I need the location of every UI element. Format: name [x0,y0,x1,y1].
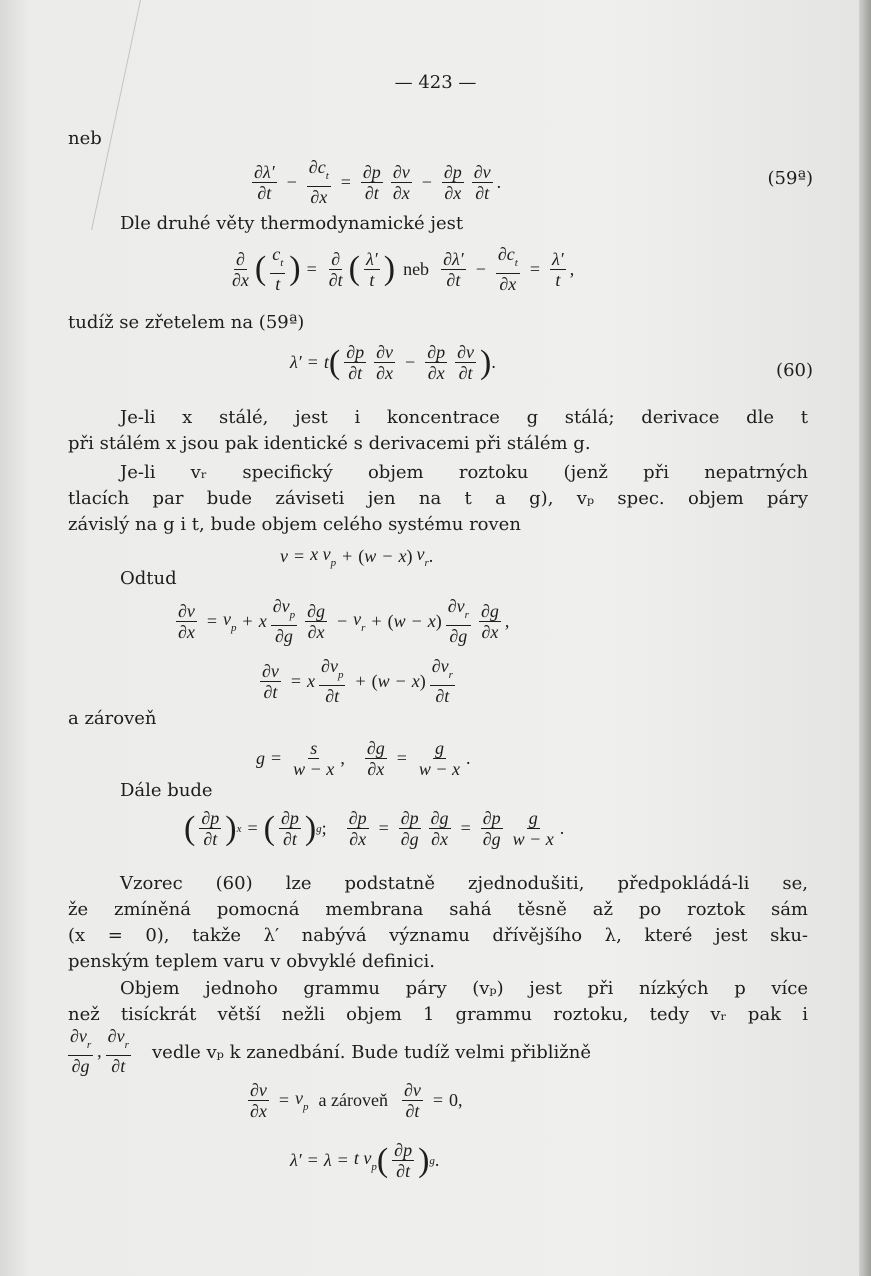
word-neb: neb [403,258,430,279]
paragraph-3-line-4: penským teplem varu v obvyklé definici. [68,951,436,972]
equation-dv-dt: $\frac{\partial v}{\partial t}$ = x $\frac{\partial v_p}{\partial t}$ + ( w − x ) $\frac{\partial v_r}{\partial t}$ [262,656,453,706]
text-druhe-vety: Dle druhé věty thermodynamické jest [120,213,464,234]
equation-approximation: $\frac{\partial v}{\partial x}$ = $v_p$ a zároveň $\frac{\partial v}{\partial t}$ = 0, [250,1080,463,1121]
text-a-zaroven: a zároveň [68,708,157,729]
paragraph-4-line-2: než tisíckrát větší nežli objem 1 grammu roztoku, tedy vᵣ pak i [68,1004,808,1025]
equation-volume: v = x $v_p$ + ( w − x ) $v_r$ . [280,544,434,569]
page-fold-shadow [0,0,141,230]
paragraph-3-line-2: že zmíněná pomocná membrana sahá těsně až po roztok sám [68,899,808,920]
paragraph-4-line-3: vedle vₚ k zanedbání. Bude tudíž velmi přibližně [152,1042,592,1063]
equation-negligible-terms: $\frac{\partial v_r}{\partial g}$ , $\frac{\partial v_r}{\partial t}$ [70,1026,129,1076]
paragraph-1-line-2: při stálém x jsou pak identické s derivacemi při stálém g. [68,433,591,454]
paragraph-1-line-1: Je-li x stálé, jest i koncentrace g stálá; derivace dle t [120,407,808,428]
paragraph-4-line-1: Objem jednoho grammu páry (vₚ) jest při nízkých p více [120,978,808,999]
equation-g: g = $\frac{s}{w - x}$ , $\frac{\partial g}{\partial x}$ = $\frac{g}{w - x}$ . [256,738,471,779]
text-odtud: Odtud [120,568,177,589]
text-tudiz: tudíž se zřetelem na (59ª) [68,312,305,333]
word-a-zaroven: a zároveň [318,1090,388,1110]
equation-final: λ′ = λ = t $v_p$ ( $\frac{\partial p}{\partial t}$ ) g . [290,1140,440,1181]
paragraph-3-line-3: (x = 0), takže λ′ nabývá významu dřívějšího λ, které jest sku- [68,925,808,946]
equation-number-59a: (59ª) [767,168,813,189]
paragraph-3-line-1: Vzorec (60) lze podstatně zjednodušiti, předpokládá-li se, [120,873,808,894]
paragraph-2-line-2: tlacích par bude záviseti jen na t a g), vₚ spec. objem páry [68,488,808,509]
equation-dv-dx: $\frac{\partial v}{\partial x}$ = $v_p$ + x $\frac{\partial v_p}{\partial g}$ $\frac{\partial g}{\partial x}$ − $v_r$ + ( w − x ) $\frac{\partial v_r}{\partial g}$ $\frac{\partial g}{\partial x}$ , [178,596,510,646]
paragraph-2-line-1: Je-li vᵣ specifický objem roztoku (jenž při nepatrných [120,462,808,483]
paragraph-2-line-3: závislý na g i t, bude objem celého systému roven [68,514,521,535]
equation-number-60: (60) [776,360,813,381]
equation-60: λ′ = t ( $\frac{\partial p}{\partial t}$ $\frac{\partial v}{\partial x}$ − $\frac{\partial p}{\partial x}$ $\frac{\partial v}{\partial t}$ ) . [290,342,496,383]
text-dale-bude: Dále bude [120,780,213,801]
page-edge [859,0,871,1276]
text-neb: neb [68,128,102,149]
equation-thermodynamic: $\frac{\partial}{\partial x}$ ( $\frac{c_t}{t}$ ) = $\frac{\partial}{\partial t}$ ( $\frac{\lambda'}{t}$ ) neb $\frac{\partial\lambda'}{\partial t}$ − $\frac{\partial c_t}{\partial x}$ = $\frac{\lambda'}{t}$ , [232,244,575,294]
equation-partial-identity: ( $\frac{\partial p}{\partial t}$ ) x = ( $\frac{\partial p}{\partial t}$ ) g ; $\frac{\partial p}{\partial x}$ = $\frac{\partial p}{\partial g}$ $\frac{\partial g}{\partial x}$ = $\frac{\partial p}{\partial g}$ $\frac{g}{w - x}$ . [184,808,565,849]
page-number: — 423 — [394,72,477,93]
equation-59a: $\frac{\partial\lambda'}{\partial t}$ − $\frac{\partial c_t}{\partial x}$ = $\frac{\partial p}{\partial t}$ $\frac{\partial v}{\partial x}$ − $\frac{\partial p}{\partial x}$ $\frac{\partial v}{\partial t}$ . [254,157,502,207]
